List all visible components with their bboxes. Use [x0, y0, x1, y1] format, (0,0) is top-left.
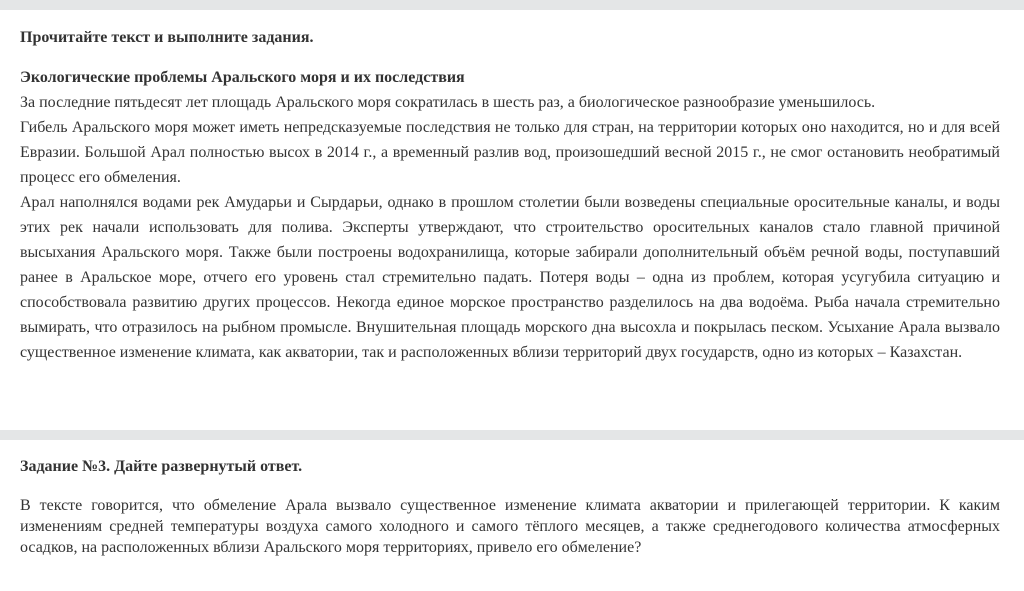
instruction-heading: Прочитайте текст и выполните задания.	[20, 29, 314, 46]
article	[20, 67, 1000, 365]
article-paragraph-3: Арал наполнялся водами рек Амударьи и Сырдарьи, однако в прошлом столетии были возведены специальные оросительные каналы, и воды этих рек начали использовать для полива. Эксперты утверждают, что строительство оросительных каналов стало главной причиной высыхания Аральского моря. Также были построены водохранилища, которые забирали дополнительный объём речной воды, поступавший ранее в Аральское море, отчего его уровень стал стремительно падать. Потеря воды – одна из проблем, которая усугубила ситуацию и способствовала развитию других процессов. Некогда единое морское пространство разделилось на два водоёма. Рыба начала стремительно вымирать, что отразилось на рыбном промысле. Внушительная площадь морского дна высохла и покрылась песком. Усыхание Арала вызвало существенное изменение климата, как акватории, так и расположенных вблизи территорий двух государств, одно из которых – Казахстан.	[20, 194, 1000, 361]
task-question: В тексте говорится, что обмеление Арала вызвало существенное изменение климата акватории и прилегающей территории. К каким изменениям средней температуры воздуха самого холодного и самого тёплого месяцев, а также среднегодового количества атмосферных осадков, на расположенных вблизи Аральского моря территориях, привело его обмеление?	[20, 497, 1000, 556]
task-title: Задание №3. Дайте развернутый ответ.	[20, 458, 303, 475]
section-divider	[0, 430, 1024, 440]
article-title: Экологические проблемы Аральского моря и их последствия	[20, 69, 465, 86]
article-paragraph-1: За последние пятьдесят лет площадь Аральского моря сократилась в шесть раз, а биологическое разнообразие уменьшилось.	[20, 94, 876, 111]
top-divider	[0, 0, 1024, 10]
article-paragraph-2: Гибель Аральского моря может иметь непредсказуемые последствия не только для стран, на территории которых оно находится, но и для всей Евразии. Большой Арал полностью высох в 2014 г., а временный разлив вод, произошедший весной 2015 г., не смог остановить необратимый процесс его обмеления.	[20, 119, 1000, 186]
